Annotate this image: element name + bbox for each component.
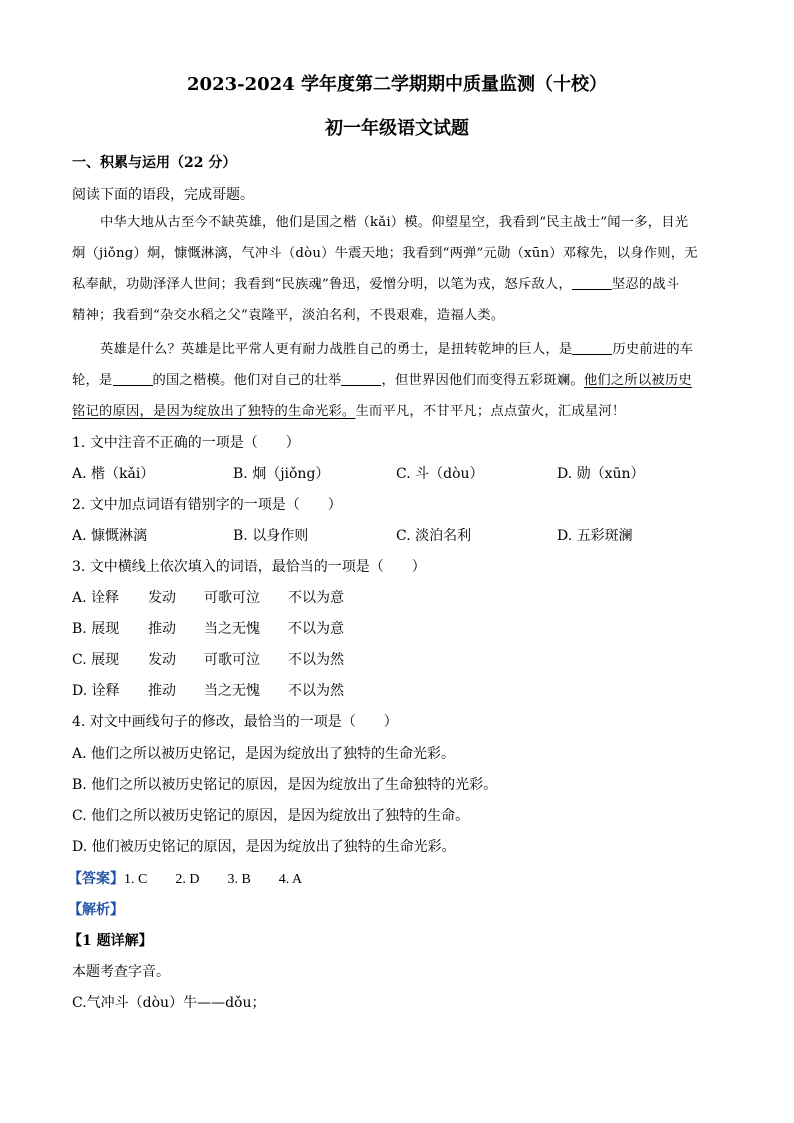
- passage-text: 坚忍的战斗: [611, 277, 680, 292]
- fill-blank: [572, 273, 612, 290]
- question-1-stem: 1. 文中注音不正确的一项是（ ）: [72, 435, 300, 451]
- question-2-option-d[interactable]: D. 五彩斑澜: [557, 528, 633, 544]
- passage-text: 生而平凡，不甘平凡；点点萤火，汇成星河！: [355, 404, 626, 419]
- question-3-stem: 3. 文中横线上依次填入的词语，最恰当的一项是（ ）: [72, 559, 426, 575]
- question-4-option-c[interactable]: C. 他们之所以被历史铭记的原因，是因为绽放出了独特的生命。: [72, 808, 470, 824]
- analysis-line: 本题考查字音。: [72, 964, 170, 980]
- passage-text: 的国之楷模。他们对自己的壮举: [152, 373, 342, 388]
- analysis-line: C.气冲斗（dòu）牛——dǒu；: [72, 995, 266, 1011]
- question-1-option-d[interactable]: D. 勋（xūn）: [557, 466, 645, 482]
- question-1-option-b[interactable]: B. 炯（jiǒng）: [233, 466, 330, 482]
- question-1-option-a[interactable]: A. 楷（kǎi）: [72, 466, 155, 482]
- option-word: D. 诠释: [72, 683, 120, 699]
- option-word: 不以为意: [288, 590, 344, 606]
- question-3-option-b[interactable]: [72, 618, 344, 638]
- question-3-option-c[interactable]: [72, 649, 344, 669]
- option-word: 推动: [148, 621, 176, 637]
- option-word: B. 展现: [72, 621, 120, 637]
- underlined-sentence: 他们之所以被历史: [583, 373, 692, 388]
- option-word: 可歌可泣: [204, 590, 260, 606]
- option-word: 不以为意: [288, 621, 344, 637]
- section-heading: 一、积累与运用（22 分）: [72, 155, 237, 171]
- option-word: 不以为然: [288, 683, 344, 699]
- question-2-option-b[interactable]: B. 以身作则: [233, 528, 309, 544]
- fill-blank: [572, 338, 612, 355]
- option-word: 不以为然: [288, 652, 344, 668]
- analysis-tag: 【解析】: [68, 902, 124, 918]
- question-3-option-a[interactable]: [72, 587, 344, 607]
- passage-line: [72, 365, 722, 396]
- analysis-detail-tag: 【1 题详解】: [68, 933, 153, 949]
- option-word: 当之无愧: [204, 683, 260, 699]
- question-2-option-a[interactable]: A. 慷慨淋漓: [72, 528, 148, 544]
- answer-row: [68, 868, 302, 888]
- passage-line: 中华大地从古至今不缺英雄，他们是国之楷（kǎi）模。仰望星空，我看到“民主战士”闻一多，目光: [100, 215, 689, 230]
- passage-line: [72, 269, 722, 300]
- question-2-option-c[interactable]: C. 淡泊名利: [396, 528, 472, 544]
- passage-text: 英雄是什么？英雄是比平常人更有耐力战胜自己的勇士，是扭转乾坤的巨人，是: [100, 342, 573, 357]
- passage-text: 私奉献，功勋泽泽人世间；我看到“民族魂”鲁迅，爱憎分明，以笔为戎，怒斥敌人，: [72, 277, 572, 292]
- page-subtitle: 初一年级语文试题: [325, 118, 469, 139]
- question-4-option-b[interactable]: B. 他们之所以被历史铭记的原因，是因为绽放出了生命独特的光彩。: [72, 777, 498, 793]
- question-2-stem: 2. 文中加点词语有错别字的一项是（ ）: [72, 497, 342, 513]
- section-instruction: 阅读下面的语段，完成哥题。: [72, 187, 254, 203]
- question-4-option-d[interactable]: D. 他们被历史铭记的原因，是因为绽放出了独特的生命光彩。: [72, 839, 456, 855]
- passage-line: [72, 396, 722, 427]
- option-word: A. 诠释: [72, 590, 120, 606]
- passage-text: ，但世界因他们而变得五彩斑斓。: [381, 373, 584, 388]
- question-4-option-a[interactable]: A. 他们之所以被历史铭记，是因为绽放出了独特的生命光彩。: [72, 746, 456, 762]
- option-word: 发动: [148, 590, 176, 606]
- answer-tag: 【答案】: [68, 871, 124, 887]
- answer-values: 1. C 2. D 3. B 4. A: [124, 872, 303, 887]
- option-word: 可歌可泣: [204, 652, 260, 668]
- option-word: 当之无愧: [204, 621, 260, 637]
- reading-passage: [72, 207, 722, 427]
- passage-line: 精神；我看到“杂交水稻之父”袁隆平，淡泊名利，不畏艰难，造福人类。: [72, 308, 505, 323]
- question-1-option-c[interactable]: C. 斗（dòu）: [396, 466, 484, 482]
- option-word: 推动: [148, 683, 176, 699]
- underlined-sentence: 铭记的原因，是因为绽放出了独特的生命光彩。: [72, 404, 356, 419]
- passage-line: 炯（jiǒng）炯，慷慨淋漓，气冲斗（dòu）牛震天地；我看到“两弹”元勋（xūn）邓稼先，以身作则，无: [72, 246, 698, 261]
- option-word: C. 展现: [72, 652, 120, 668]
- passage-line: [72, 334, 722, 365]
- page-title: 2023-2024 学年度第二学期期中质量监测（十校）: [187, 74, 607, 95]
- fill-blank: [341, 369, 381, 386]
- passage-text: 历史前进的车: [612, 342, 694, 357]
- fill-blank: [113, 369, 153, 386]
- passage-text: 轮，是: [72, 373, 113, 388]
- option-word: 发动: [148, 652, 176, 668]
- question-3-option-d[interactable]: [72, 680, 344, 700]
- question-4-stem: 4. 对文中画线句子的修改，最恰当的一项是（ ）: [72, 714, 398, 730]
